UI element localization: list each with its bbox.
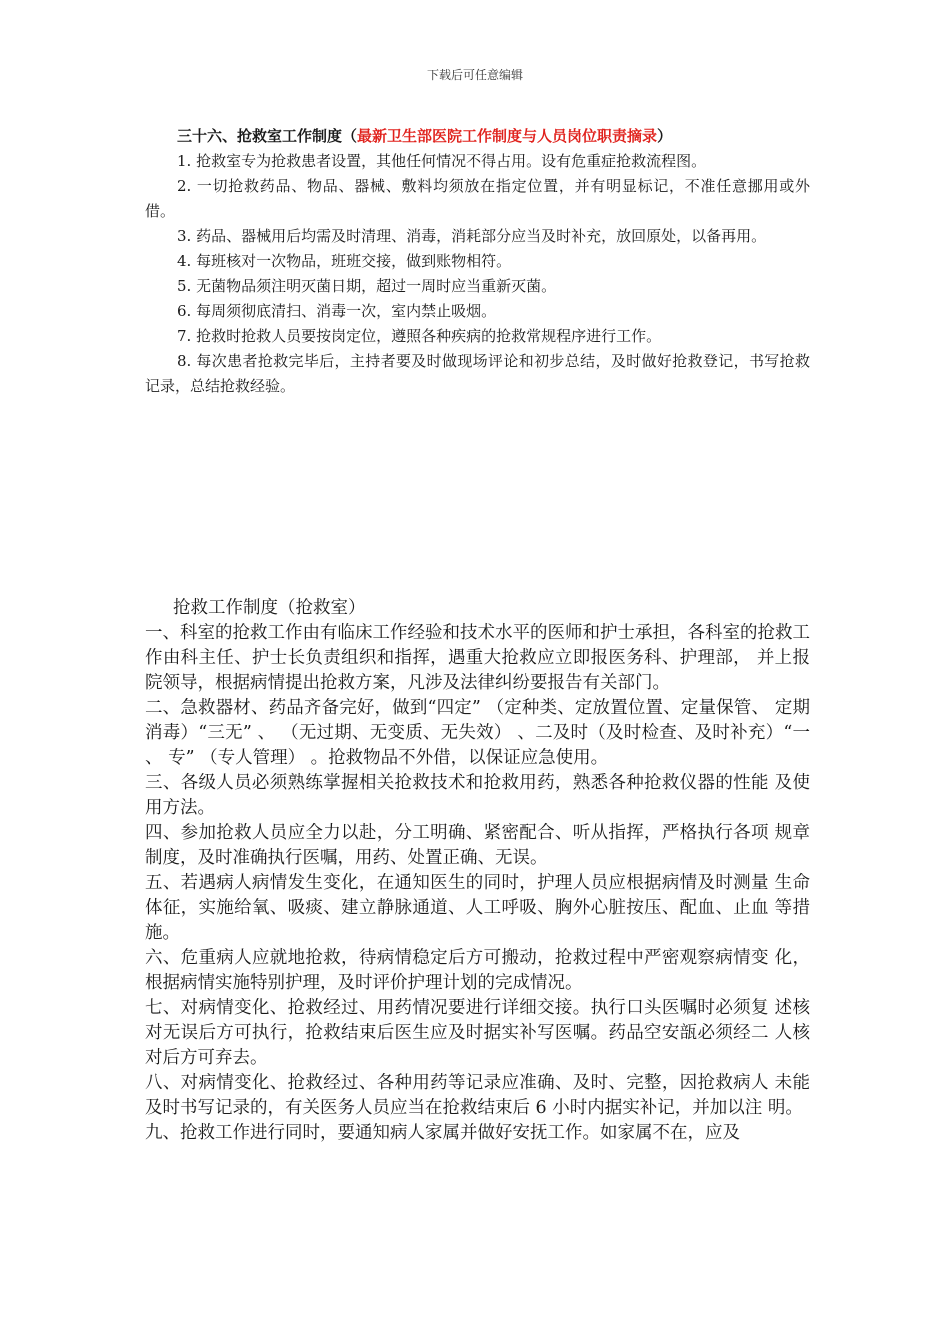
section1-title-prefix: 三十六、抢救室工作制度（ <box>177 127 358 145</box>
section1-title <box>145 124 810 149</box>
section2-item-1: 一、科室的抢救工作由有临床工作经验和技术水平的医师和护士承担，各科室的抢救工作由科主任、护士长负责组织和指挥，遇重大抢救应立即报医务科、护理部， 并上报院领导，根据病情提出抢救方案，凡涉及法律纠纷要报告有关部门。 <box>145 623 810 693</box>
section2-item-7: 七、对病情变化、抢救经过、用药情况要进行详细交接。执行口头医嘱时必须复 述核对无误后方可执行，抢救结束后医生应及时据实补写医嘱。药品空安瓿必须经二 人核对后方可弃去。 <box>145 998 810 1068</box>
section2-title: 抢救工作制度（抢救室） <box>173 598 366 618</box>
header-note: 下载后可任意编辑 <box>426 68 523 82</box>
section1-item-6: 6. 每周须彻底清扫、消毒一次，室内禁止吸烟。 <box>177 302 497 320</box>
section1-item-7: 7. 抢救时抢救人员要按岗定位，遵照各种疾病的抢救常规程序进行工作。 <box>177 327 662 345</box>
section-rescue-work-rules <box>145 596 810 1146</box>
section2-item-6: 六、危重病人应就地抢救，待病情稳定后方可搬动，抢救过程中严密观察病情变 化，根据病情实施特别护理，及时评价护理计划的完成情况。 <box>145 948 810 993</box>
section2-item-9: 九、抢救工作进行同时，要通知病人家属并做好安抚工作。如家属不在，应及 <box>145 1123 740 1143</box>
section1-title-close: ） <box>657 127 673 145</box>
section2-item-2: 二、急救器材、药品齐备完好，做到“四定” （定种类、定放置位置、定量保管、 定期消毒）“三无” 、 （无过期、无变质、无失效） 、二及时（及时检查、及时补充）“一 、 专” （专人管理） 。抢救物品不外借，以保证应急使用。 <box>145 698 810 768</box>
section-emergency-room-rules <box>145 124 810 399</box>
section1-item-5: 5. 无菌物品须注明灭菌日期，超过一周时应当重新灭菌。 <box>177 277 557 295</box>
section1-item-3: 3. 药品、器械用后均需及时清理、消毒，消耗部分应当及时补充，放回原处，以备再用。 <box>177 227 767 245</box>
section2-item-4: 四、参加抢救人员应全力以赴，分工明确、紧密配合、听从指挥，严格执行各项 规章制度，及时准确执行医嘱，用药、处置正确、无误。 <box>145 823 810 868</box>
section1-item-2: 2. 一切抢救药品、物品、器械、敷料均须放在指定位置，并有明显标记，不准任意挪用或外借。 <box>145 177 810 220</box>
section1-title-source: 最新卫生部医院工作制度与人员岗位职责摘录 <box>357 127 658 145</box>
section2-item-3: 三、各级人员必须熟练掌握相关抢救技术和抢救用药，熟悉各种抢救仪器的性能 及使用方法。 <box>145 773 810 818</box>
section2-item-5: 五、若遇病人病情发生变化，在通知医生的同时，护理人员应根据病情及时测量 生命体征，实施给氧、吸痰、建立静脉通道、人工呼吸、胸外心脏按压、配血、止血 等措施。 <box>145 873 810 943</box>
section1-item-4: 4. 每班核对一次物品，班班交接，做到账物相符。 <box>177 252 512 270</box>
section1-item-1: 1. 抢救室专为抢救患者设置，其他任何情况不得占用。设有危重症抢救流程图。 <box>177 152 707 170</box>
section1-item-8: 8. 每次患者抢救完毕后，主持者要及时做现场评论和初步总结，及时做好抢救登记，书写抢救记录，总结抢救经验。 <box>145 352 810 395</box>
section2-item-8: 八、对病情变化、抢救经过、各种用药等记录应准确、及时、完整，因抢救病人 未能及时书写记录的，有关医务人员应当在抢救结束后 6 小时内据实补记，并加以注 明。 <box>145 1073 810 1118</box>
